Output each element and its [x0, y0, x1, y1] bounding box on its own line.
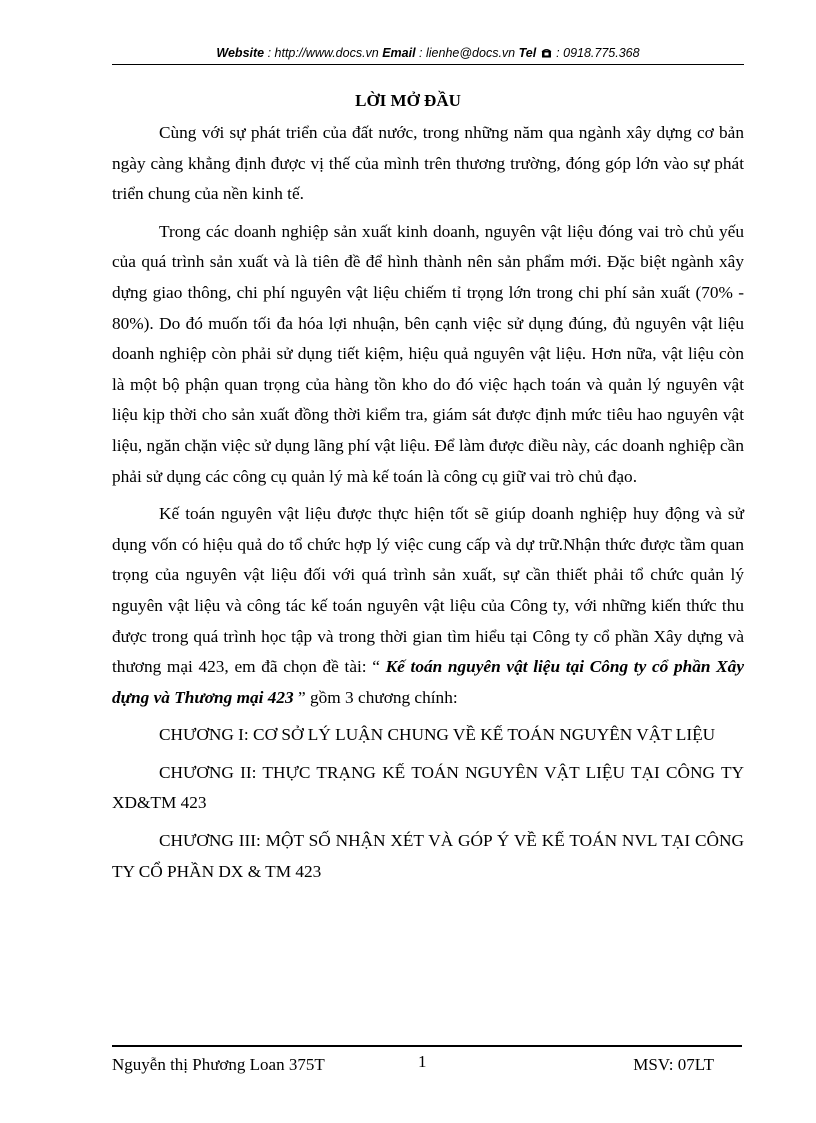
paragraph-3 [112, 499, 744, 713]
website-url[interactable]: : http://www.docs.vn [264, 46, 383, 60]
chapter-2: CHƯƠNG II: THỰC TRẠNG KẾ TOÁN NGUYÊN VẬT LIỆU TẠI CÔNG TY XD&TM 423 [112, 762, 744, 813]
page-title: LỜI MỞ ĐẦU [355, 91, 461, 110]
footer-divider [112, 1045, 742, 1047]
page-header [112, 44, 744, 65]
email-address[interactable]: : lienhe@docs.vn [415, 46, 519, 60]
paragraph-2: Trong các doanh nghiệp sản xuất kinh doanh, nguyên vật liệu đóng vai trò chủ yếu của quá trình sản xuất và là tiên đề để hình thành nên sản phẩm mới. Đặc biệt ngành xây dựng giao thông, chi phí nguyên vật liệu chiếm tỉ trọng lớn trong chi phí sản xuất (70% - 80%). Do đó muốn tối đa hóa lợi nhuận, bên cạnh việc sử dụng đúng, đủ nguyên vật liệu doanh nghiệp còn phải sử dụng tiết kiệm, hiệu quả nguyên vật liệu. Hơn nữa, vật liệu còn là một bộ phận quan trọng của hàng tồn kho do đó việc hạch toán và quản lý nguyên vật liệu kịp thời cho sản xuất đồng thời kiểm tra, giám sát được định mức tiêu hao nguyên vật liệu, ngăn chặn việc sử dụng lãng phí vật liệu. Để làm được điều này, các doanh nghiệp cần phải sử dụng các công cụ quản lý mà kế toán là công cụ giữ vai trò chủ đạo. [112, 221, 744, 486]
phone-icon [541, 48, 552, 58]
page-number: 1 [418, 1052, 427, 1071]
paragraph-3-intro: Kế toán nguyên vật liệu được thực hiện tốt sẽ giúp doanh nghiệp huy động và sử dụng vốn có hiệu quả do tổ chức hợp lý việc cung cấp và dự trữ.Nhận thức được tầm quan trọng của nguyên vật liệu đối với quá trình sản xuất, sự cần thiết phải tổ chức quản lý nguyên vật liệu và công tác kế toán nguyên vật liệu của Công ty, với những kiến thức thu được trong quá trình học tập và trong thời gian tìm hiểu tại Công ty cổ phần Xây dựng và thương mại 423, em đã chọn đề tài: “ [112, 504, 744, 677]
student-id: MSV: 07LT [633, 1055, 714, 1074]
paragraph-3-outro: ” gồm 3 chương chính: [293, 687, 458, 707]
paragraph-1: Cùng với sự phát triển của đất nước, trong những năm qua ngành xây dựng cơ bản ngày càng khẳng định được vị thế của mình trên thương trường, đóng góp lớn vào sự phát triển chung của nền kinh tế. [112, 123, 744, 204]
document-body [112, 118, 744, 894]
chapter-3: CHƯƠNG III: MỘT SỐ NHẬN XÉT VÀ GÓP Ý VỀ KẾ TOÁN NVL TẠI CÔNG TY CỔ PHẦN DX & TM 423 [112, 831, 744, 881]
thesis-topic: Kế toán nguyên vật liệu tại Công ty cổ phần Xây dựng và Thương mại 423 [112, 657, 744, 707]
footer-author: Nguyễn thị Phương Loan 375T [112, 1055, 325, 1074]
website-label: Website [216, 46, 265, 60]
chapter-1: CHƯƠNG I: CƠ SỞ LÝ LUẬN CHUNG VỀ KẾ TOÁN NGUYÊN VẬT LIỆU [159, 725, 716, 745]
page-footer [112, 1052, 742, 1106]
phone-number: : 0918.775.368 [552, 46, 640, 60]
tel-label: Tel [518, 46, 537, 60]
email-label: Email [382, 46, 416, 60]
